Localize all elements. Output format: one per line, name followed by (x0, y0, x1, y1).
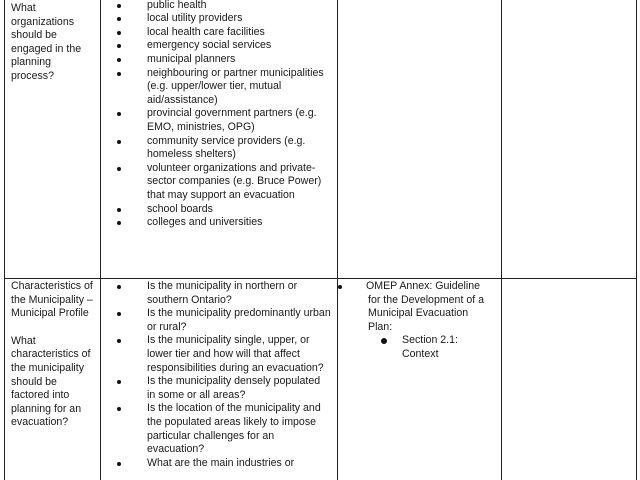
list-item: Is the municipality predominantly urban or rural? (147, 307, 331, 333)
considerations-cell (101, 0, 338, 279)
notes-cell (502, 0, 637, 279)
list-item: colleges and universities (147, 216, 331, 230)
reference-text: OMEP Annex: Guideline for the Development of a Municipal Evacuation Plan: (366, 280, 485, 333)
question-cell (5, 0, 101, 279)
reference-cell (338, 279, 502, 480)
topic-text: Characteristics of the Municipality – Municipal Profile (11, 280, 93, 320)
list-item: municipal planners (147, 53, 331, 67)
list-item: public health (147, 0, 331, 12)
list-item: Section 2.1: Context (402, 334, 495, 361)
list-item: Is the location of the municipality and the populated areas likely to impose particular challenges for an evacuation? (147, 402, 331, 456)
list-item: neighbouring or partner municipalities (e.g. upper/lower tier, mutual aid/assistance) (147, 67, 331, 108)
question-text: What organizations should be engaged in the planning process? (11, 2, 82, 82)
list-item: volunteer organizations and private-sector companies (e.g. Bruce Power) that may support an evacuation (147, 162, 331, 203)
planning-guidance-table (4, 0, 637, 480)
reference-cell (338, 0, 502, 279)
list-item: Is the municipality single, upper, or lower tier and how will that affect responsibilities during an evacuation? (147, 334, 331, 375)
list-item: Is the municipality densely populated in some or all areas? (147, 375, 331, 402)
list-item: provincial government partners (e.g. EMO, ministries, OPG) (147, 107, 331, 134)
reference-sublist (368, 334, 495, 361)
topic-cell (5, 279, 101, 480)
characteristics-list (107, 280, 331, 470)
notes-cell (502, 279, 637, 480)
considerations-cell (101, 279, 338, 480)
list-item: What are the main industries or (147, 457, 331, 471)
list-item: local utility providers (147, 12, 331, 26)
list-item: school boards (147, 203, 331, 217)
table-row (5, 279, 637, 480)
organizations-list (107, 0, 331, 230)
list-item (368, 280, 495, 362)
list-item: local health care facilities (147, 26, 331, 40)
list-item: Is the municipality in northern or southern Ontario? (147, 280, 331, 307)
question-text: What characteristics of the municipality should be factored into planning for an evacuation? (11, 334, 91, 429)
reference-list (344, 280, 495, 362)
table-row (5, 0, 637, 279)
list-item: community service providers (e.g. homeless shelters) (147, 135, 331, 162)
list-item: emergency social services (147, 39, 331, 53)
